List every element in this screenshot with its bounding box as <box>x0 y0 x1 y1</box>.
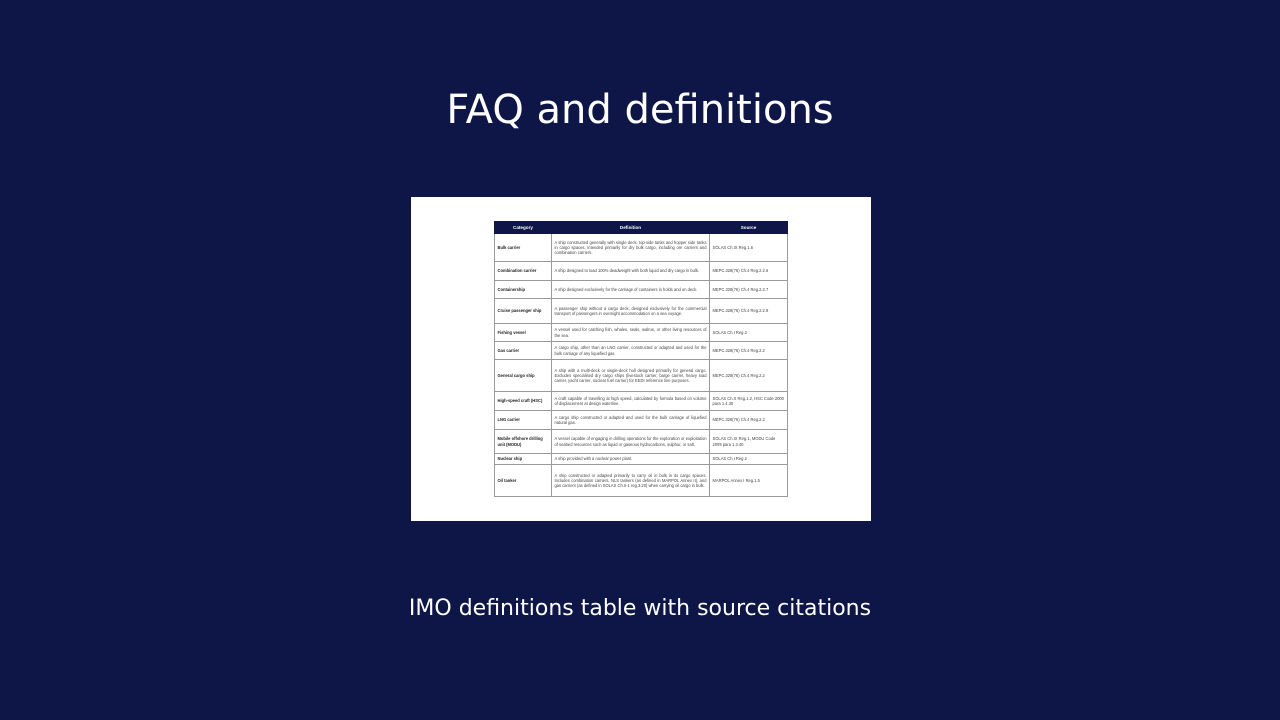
category-cell: Cruise passenger ship <box>495 299 552 324</box>
table-row <box>495 324 788 342</box>
definition-cell: A ship designed exclusively for the carriage of containers in holds and on deck. <box>552 281 710 299</box>
definition-cell: A ship constructed generally with single deck, top-side tanks and hopper side tanks in cargo spaces, intended primarily for dry bulk cargo, including ore carriers and combination carriers. <box>552 234 710 262</box>
definitions-table <box>494 221 788 497</box>
category-cell: LNG carrier <box>495 411 552 430</box>
category-cell: Gas carrier <box>495 342 552 360</box>
source-cell: MEPC.328(76) Ch.4 Reg.2.2.9 <box>710 299 788 324</box>
table-row <box>495 465 788 497</box>
definition-cell: A cargo ship, other than an LNG carrier, constructed or adapted and used for the bulk carriage of any liquefied gas. <box>552 342 710 360</box>
definition-cell: A passenger ship without a cargo deck, designed exclusively for the commercial transport of passengers in overnight accommodation on a sea voyage. <box>552 299 710 324</box>
table-row <box>495 392 788 411</box>
definition-cell: A vessel capable of engaging in drilling operations for the exploration or exploitation of seabed resources such as liquid or gaseous hydrocarbons, sulphur, or salt. <box>552 430 710 454</box>
slide-caption: IMO definitions table with source citations <box>408 596 872 621</box>
category-cell: Combination carrier <box>495 262 552 281</box>
source-cell: SOLAS Ch.I Reg.2 <box>710 454 788 465</box>
category-cell: Nuclear ship <box>495 454 552 465</box>
definition-cell: A ship constructed or adapted primarily to carry oil in bulk in its cargo spaces. Includes combination carriers, NLS tankers (as defined in MARPOL Annex II), and gas carriers (as defined in SOLAS Ch.II-1 reg.3.20) when carrying oil cargo in bulk. <box>552 465 710 497</box>
table-row <box>495 262 788 281</box>
category-cell: Fishing vessel <box>495 324 552 342</box>
category-cell: Containership <box>495 281 552 299</box>
definition-cell: A vessel used for catching fish, whales, seals, walrus, or other living resources of the sea. <box>552 324 710 342</box>
source-cell: MEPC.328(76) Ch.4 Reg.2.2.7 <box>710 281 788 299</box>
table-row <box>495 281 788 299</box>
definition-cell: A ship with a multi-deck or single-deck hull designed primarily for general cargo. Excludes specialised dry cargo ships (livestock carrier, barge carrier, heavy load carrier, yacht carrier, nuclear fuel carrier) for EEDI reference line purposes. <box>552 360 710 392</box>
table-row <box>495 234 788 262</box>
category-cell: Mobile offshore drilling unit (MODU) <box>495 430 552 454</box>
column-header-category: Category <box>495 222 552 234</box>
column-header-definition: Definition <box>552 222 710 234</box>
source-cell: MARPOL Annex I Reg.1.5 <box>710 465 788 497</box>
source-cell: MEPC.328(76) Ch.4 Reg.2.2 <box>710 342 788 360</box>
category-cell: Bulk carrier <box>495 234 552 262</box>
column-header-source: Source <box>710 222 788 234</box>
category-cell: Oil tanker <box>495 465 552 497</box>
table-row <box>495 454 788 465</box>
category-cell: General cargo ship <box>495 360 552 392</box>
category-cell: High-speed craft (HSC) <box>495 392 552 411</box>
table-header-row <box>495 222 788 234</box>
table-row <box>495 342 788 360</box>
source-cell: SOLAS Ch.IX Reg.1.6 <box>710 234 788 262</box>
table-row <box>495 411 788 430</box>
source-cell: MEPC.328(76) Ch.4 Reg.2.2 <box>710 360 788 392</box>
source-cell: SOLAS Ch.X Reg.1.2, HSC Code 2000 para 1.4.30 <box>710 392 788 411</box>
definition-cell: A ship designed to load 100% deadweight with both liquid and dry cargo in bulk. <box>552 262 710 281</box>
source-cell: SOLAS Ch.IX Reg.1, MODU Code 2009 para 1.3.40 <box>710 430 788 454</box>
source-cell: SOLAS Ch.I Reg.2 <box>710 324 788 342</box>
source-cell: MEPC.328(76) Ch.4 Reg.2.2.6 <box>710 262 788 281</box>
source-cell: MEPC.328(76) Ch.4 Reg.2.2 <box>710 411 788 430</box>
definition-cell: A cargo ship constructed or adapted and used for the bulk carriage of liquefied natural gas. <box>552 411 710 430</box>
table-row <box>495 299 788 324</box>
definitions-table-image <box>411 197 871 521</box>
table-row <box>495 430 788 454</box>
definition-cell: A ship provided with a nuclear power plant. <box>552 454 710 465</box>
table-row <box>495 360 788 392</box>
definition-cell: A craft capable of travelling at high speed, calculated by formula based on volume of displacement at design waterline. <box>552 392 710 411</box>
slide-title: FAQ and definitions <box>446 87 834 133</box>
